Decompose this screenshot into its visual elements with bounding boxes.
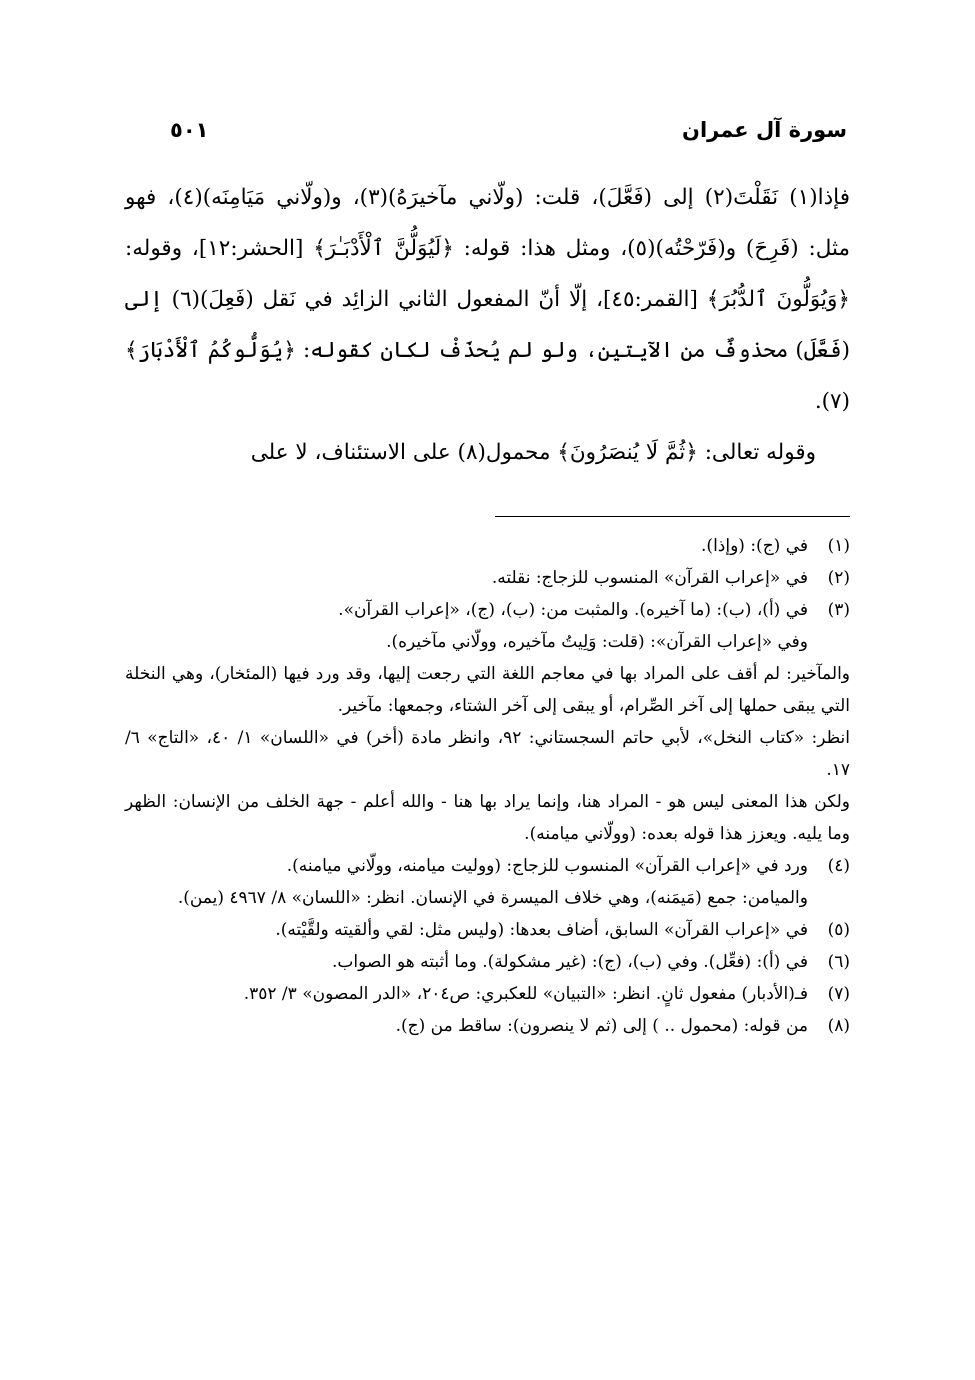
footnote-divider bbox=[495, 516, 850, 517]
footnote-text: وفي «إعراب القرآن»: (قلت: وَلِيتُ مآخيره، وولّاني مآخيره). bbox=[386, 632, 808, 652]
footnote-number: (٨) bbox=[827, 1016, 850, 1036]
footnote-number: (٢) bbox=[827, 568, 850, 588]
footnote bbox=[125, 530, 850, 562]
footnote bbox=[125, 978, 850, 1010]
footnote bbox=[125, 850, 850, 914]
footnote-text: في «إعراب القرآن» السابق، أضاف بعدها: (وليس مثل: لقي وألقيته ولقَّيْته). bbox=[275, 920, 808, 940]
footnote-number: (١) bbox=[827, 536, 850, 556]
footnote-number: (٦) bbox=[827, 952, 850, 972]
footnote-continuation bbox=[125, 658, 850, 850]
footnote-text: فـ(الأدبار) مفعول ثانٍ. انظر: «التبيان» للعكبري: ص٢٠٤، «الدر المصون» ٣/ ٣٥٢. bbox=[243, 984, 808, 1004]
main-paragraph: فإذا(١) نَقَلْتَ(٢) إلى (فَعَّلَ)، قلت: (ولّاني مآخيرَهُ)(٣)، و(ولّاني مَيَامِنَه)(٤)، فهو مثل: (فَرِحَ) و(فَرّحْتُه)(٥)، ومثل هذا: قوله: ﴿لَيُوَلُّنَّ ٱلْأَدْبَـٰرَ﴾ [الحشر:١٢]، وقوله: ﴿وَيُوَلُّونَ ٱلدُّبُرَ﴾ [القمر:٤٥]، إلّا أنّ المفعول الثاني الزائِد في نَقل (فَعِلَ)(٦) إلى (فَعَّلَ) محذوفٌ من الآيتين، ولو لم يُحذَفْ لكان كقوله: ﴿يُوَلُّوكُمُ ٱلْأَدْبَارَ﴾(٧). bbox=[125, 185, 851, 414]
surah-title: سورة آل عمران bbox=[682, 118, 847, 142]
page-number: ٥٠١ bbox=[170, 118, 209, 142]
footnote-text: ولكن هذا المعنى ليس هو - المراد هنا، وإنما يراد بها هنا - والله أعلم - جهة الخلف من الإنسان: الظهر وما يليه. ويعزز هذا قوله بعده: (وولّاني ميامنه). bbox=[125, 792, 850, 844]
footnote bbox=[125, 946, 850, 978]
footnote-text: في (ج): (وإذا). bbox=[701, 536, 808, 556]
main-paragraph: وقوله تعالى: ﴿ثُمَّ لَا يُنصَرُونَ﴾ محمول(٨) على الاستئناف، لا على bbox=[250, 440, 816, 465]
footnote-text: في (أ): (فعِّل). وفي (ب)، (ج): (غير مشكولة). وما أثبته هو الصواب. bbox=[332, 952, 808, 972]
footnote-text: في (أ)، (ب): (ما آخيره). والمثبت من: (ب)، (ج)، «إعراب القرآن». bbox=[338, 600, 808, 620]
footnote-text: والمآخير: لم أقف على المراد بها في معاجم اللغة التي رجعت إليها، وقد ورد فيها (المئخار)، وهي النخلة التي يبقى حملها إلى آخر الصِّرام، أو يبقى إلى آخر الشتاء، وجمعها: مآخير. bbox=[125, 664, 850, 716]
footnote-number: (٧) bbox=[827, 984, 850, 1004]
footnote-text: من قوله: (محمول .. ) إلى (ثم لا ينصرون): ساقط من (ج). bbox=[395, 1016, 808, 1036]
footnote bbox=[125, 562, 850, 594]
footnote-text: انظر: «كتاب النخل»، لأبي حاتم السجستاني: ٩٢، وانظر مادة (أخر) في «اللسان» ١/ ٤٠، «التاج» ٦/ ١٧. bbox=[125, 728, 850, 780]
footnote-number: (٤) bbox=[827, 856, 850, 876]
page-header bbox=[170, 118, 847, 148]
footnote bbox=[125, 594, 850, 658]
footnote-text: والميامن: جمع (مَيمَنه)، وهي خلاف الميسرة في الإنسان. انظر: «اللسان» ٨/ ٤٩٦٧ (يمن). bbox=[177, 888, 808, 908]
main-text bbox=[125, 172, 850, 478]
footnote bbox=[125, 914, 850, 946]
footnote-text: في «إعراب القرآن» المنسوب للزجاج: نقلته. bbox=[491, 568, 808, 588]
footnote-number: (٣) bbox=[827, 600, 850, 620]
footnote bbox=[125, 1010, 850, 1042]
footnote-text: ورد في «إعراب القرآن» المنسوب للزجاج: (ووليت ميامنه، وولّاني ميامنه). bbox=[286, 856, 808, 876]
footnote-number: (٥) bbox=[827, 920, 850, 940]
footnotes bbox=[125, 530, 850, 1042]
